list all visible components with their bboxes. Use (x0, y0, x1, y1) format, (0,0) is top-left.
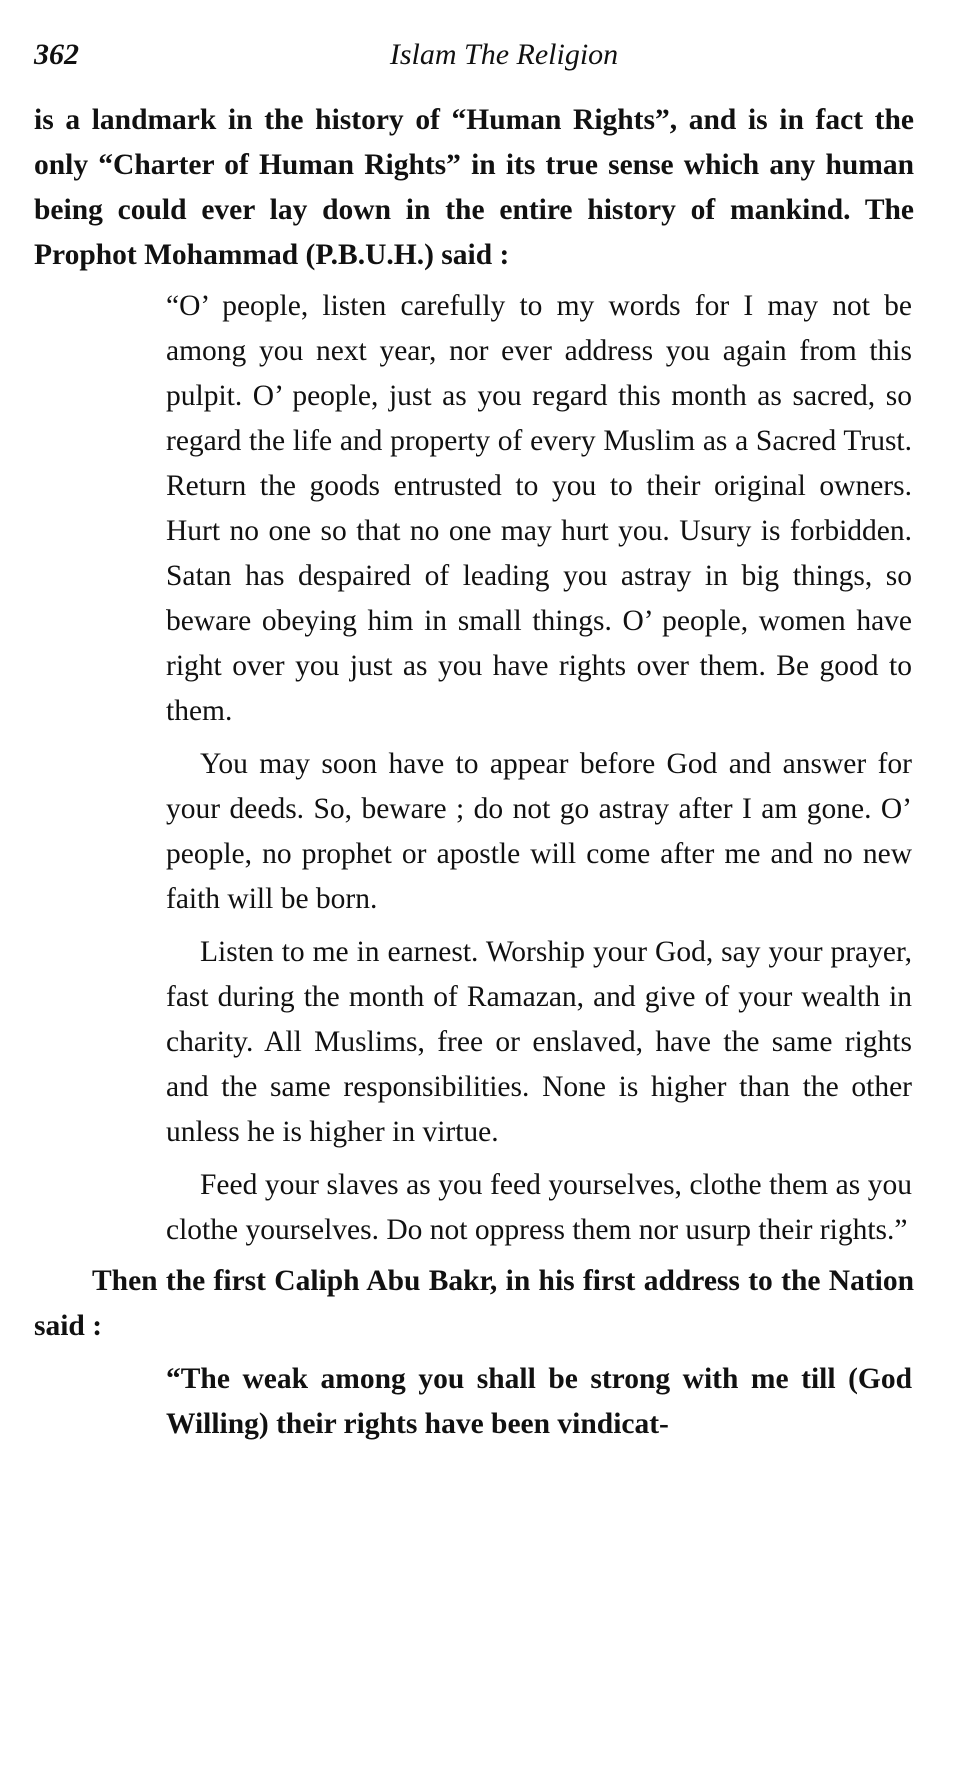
quote-paragraph-3: Listen to me in earnest. Worship your God, say your prayer, fast during the month of Ramazan, and give of your wealth in charity. All Muslims, free or enslaved, have the same rights and the same responsibilities. None is higher than the other unless he is higher in virtue. (166, 936, 912, 1148)
running-title: Islam The Religion (389, 38, 619, 71)
page-number: 362 (34, 38, 79, 71)
quote-paragraph-4: Feed your slaves as you feed yourselves, clothe them as you clothe yourselves. Do not oppress them nor usurp their rights.” (166, 1169, 912, 1246)
running-head (34, 38, 914, 78)
after-quote-paragraph: Then the first Caliph Abu Bakr, in his first address to the Nation said : (34, 1265, 914, 1342)
quote-paragraph-1: “O’ people, listen carefully to my words for I may not be among you next year, nor ever address you again from this pulpit. O’ people, just as you regard this month as sacred, so regard the life and property of every Muslim as a Sacred Trust. Return the goods entrusted to you to their original owners. Hurt no one so that no one may hurt you. Usury is forbidden. Satan has despaired of leading you astray in big things, so beware obeying him in small things. O’ people, women have right over you just as you have rights over them. Be good to them. (166, 290, 912, 727)
intro-paragraph: is a landmark in the history of “Human Rights”, and is in fact the only “Charter of Human Rights” in its true sense which any human being could ever lay down in the entire history of mankind. The Prophot Mohammad (P.B.U.H.) said : (34, 104, 914, 271)
body-text (34, 98, 914, 1447)
quote-paragraph-2: You may soon have to appear before God and answer for your deeds. So, beware ; do not go astray after I am gone. O’ people, no prophet or apostle will come after me and no new faith will be born. (166, 748, 912, 915)
quote2-paragraph-1: “The weak among you shall be strong with me till (God Willing) their rights have been vindicat- (166, 1363, 912, 1440)
